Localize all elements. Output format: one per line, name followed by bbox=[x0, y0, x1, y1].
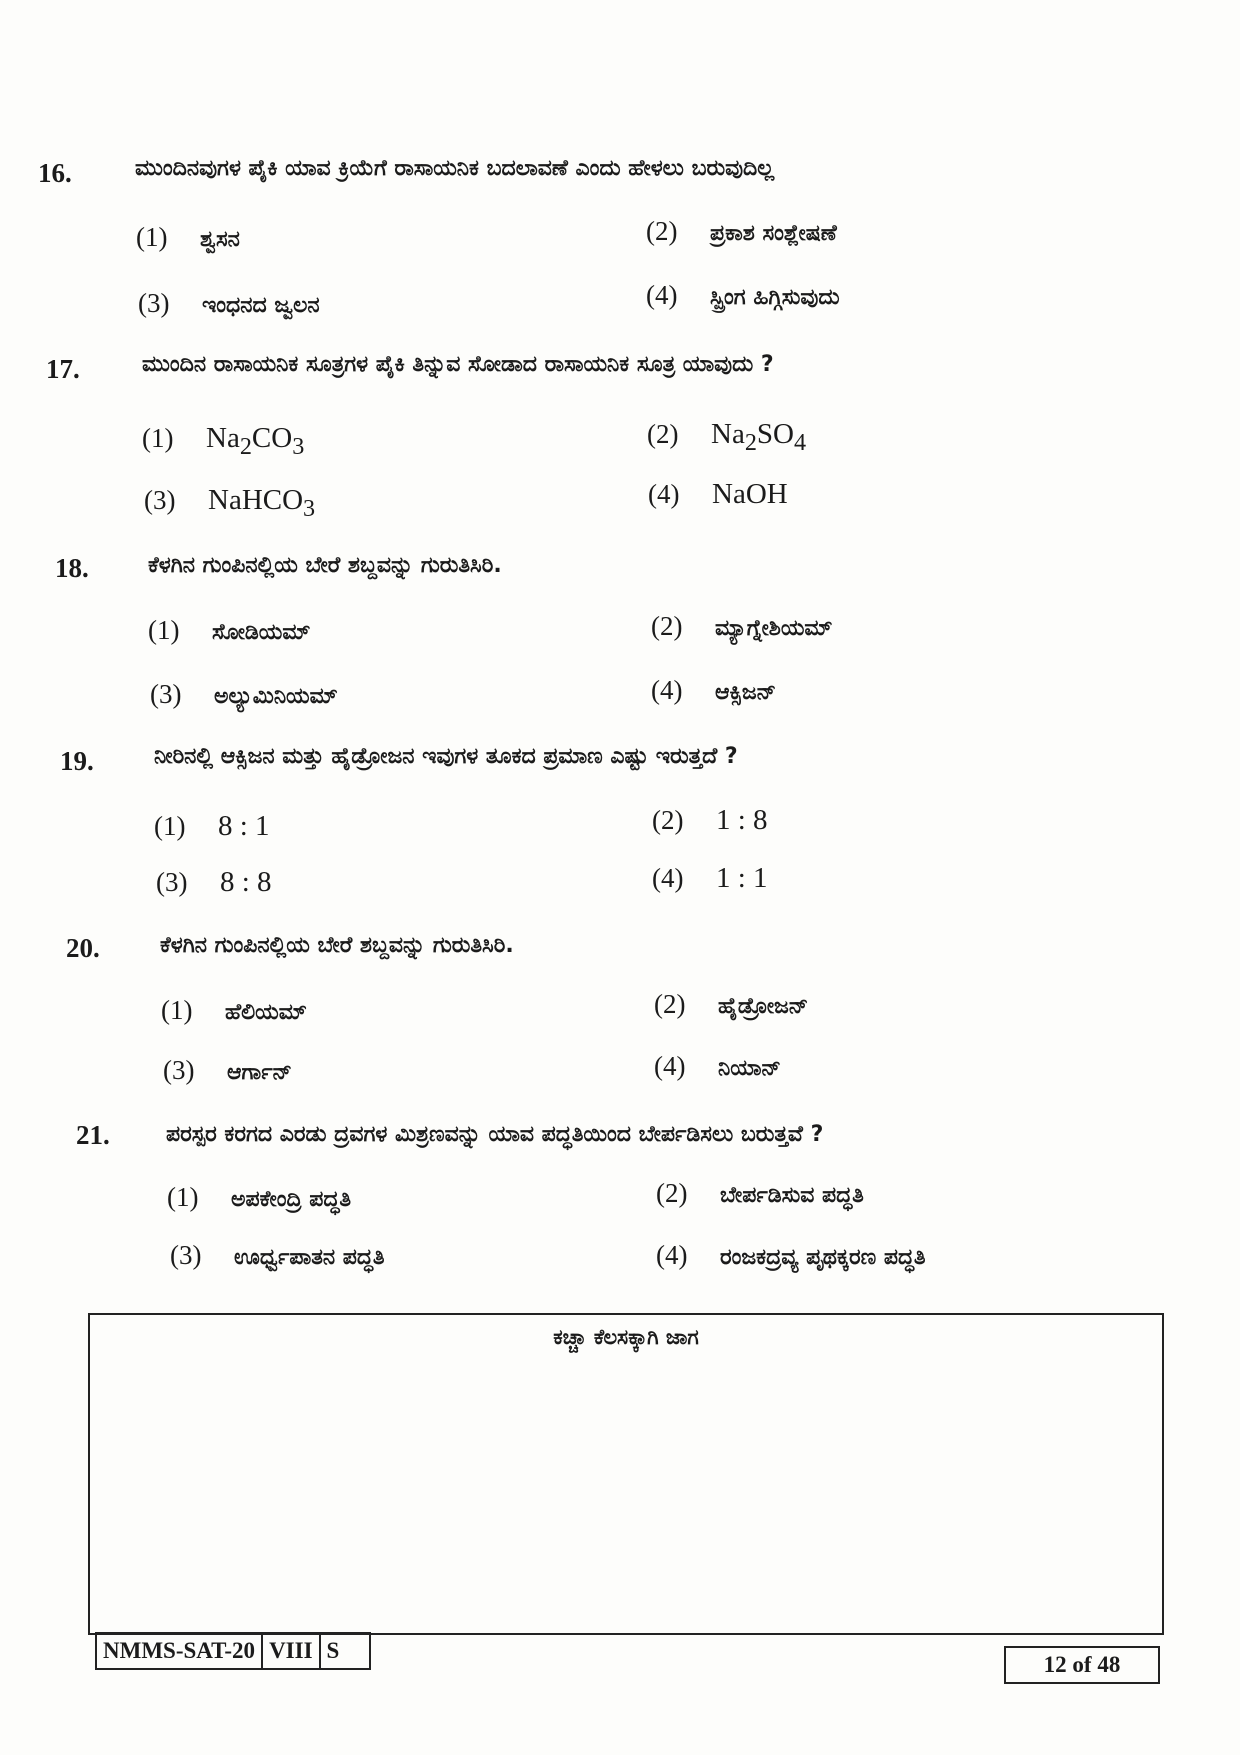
option-4 bbox=[656, 1240, 926, 1271]
option-text: ಇಂಧನದ ಜ್ವಲನ bbox=[202, 293, 320, 318]
paper-code-box bbox=[95, 1632, 371, 1670]
option-label: (2) bbox=[646, 216, 678, 246]
option-1 bbox=[148, 615, 310, 646]
option-label: (4) bbox=[646, 280, 678, 310]
subscript: 2 bbox=[239, 432, 252, 460]
option-1 bbox=[161, 995, 307, 1026]
question-text: ಕೆಳಗಿನ ಗುಂಪಿನಲ್ಲಿಯ ಬೇರೆ ಶಬ್ದವನ್ನು ಗುರುತಿಸಿರಿ. bbox=[160, 933, 514, 958]
option-text: ರಂಜಕದ್ರವ್ಯ ಪೃಥಕ್ಕರಣ ಪದ್ಧತಿ bbox=[720, 1245, 926, 1270]
ratio-text: 1 : 1 bbox=[716, 862, 768, 894]
option-text: ಪ್ರಕಾಶ ಸಂಶ್ಲೇಷಣೆ bbox=[710, 221, 837, 246]
option-label: (4) bbox=[654, 1051, 686, 1081]
question-text: ಪರಸ್ಪರ ಕರಗದ ಎರಡು ದ್ರವಗಳ ಮಿಶ್ರಣವನ್ನು ಯಾವ ಪದ್ಧತಿಯಿಂದ ಬೇರ್ಪಡಿಸಲು ಬರುತ್ತವೆ ? bbox=[166, 1122, 824, 1147]
option-label: (3) bbox=[163, 1055, 195, 1085]
option-label: (4) bbox=[652, 863, 684, 893]
question-number: 17. bbox=[46, 354, 80, 384]
option-2 bbox=[654, 989, 808, 1020]
option-label: (1) bbox=[154, 811, 186, 841]
option-label: (4) bbox=[651, 675, 683, 705]
option-label: (3) bbox=[144, 485, 176, 515]
formula-part: Na bbox=[711, 418, 745, 450]
option-2 bbox=[647, 418, 806, 457]
formula-part: NaHCO bbox=[208, 484, 304, 516]
option-text: ಶ್ವಸನ bbox=[200, 227, 240, 252]
option-text: ಮ್ಯಾಗ್ನೇಶಿಯಮ್ bbox=[715, 616, 833, 641]
option-text: ಆಕ್ಸಿಜನ್ bbox=[715, 680, 777, 705]
set-code: S bbox=[326, 1638, 340, 1663]
option-text: ಹೈಡ್ರೋಜನ್ bbox=[718, 994, 809, 1019]
option-label: (3) bbox=[170, 1240, 202, 1270]
option-4 bbox=[651, 675, 776, 706]
option-label: (4) bbox=[648, 479, 680, 509]
subscript: 2 bbox=[744, 428, 757, 456]
question-text: ಮುಂದಿನವುಗಳ ಪೈಕಿ ಯಾವ ಕ್ರಿಯೆಗೆ ರಾಸಾಯನಿಕ ಬದಲಾವಣೆ ಎಂದು ಹೇಳಲು ಬರುವುದಿಲ್ಲ bbox=[135, 156, 775, 181]
option-text: ಅಪಕೇಂದ್ರಿ ಪದ್ಧತಿ bbox=[231, 1187, 352, 1212]
question-number: 16. bbox=[38, 158, 72, 188]
option-label: (1) bbox=[161, 995, 193, 1025]
option-3 bbox=[170, 1240, 385, 1271]
question-number: 18. bbox=[55, 553, 89, 583]
option-label: (1) bbox=[136, 222, 168, 252]
option-4 bbox=[654, 1051, 781, 1082]
subscript: 3 bbox=[303, 494, 316, 522]
ratio-text: 8 : 8 bbox=[220, 866, 272, 898]
option-2 bbox=[646, 216, 837, 247]
formula-part: Na bbox=[206, 422, 240, 454]
rough-work-box bbox=[88, 1313, 1164, 1635]
question-text: ನೀರಿನಲ್ಲಿ ಆಕ್ಸಿಜನ ಮತ್ತು ಹೈಡ್ರೋಜನ ಇವುಗಳ ತೂಕದ ಪ್ರಮಾಣ ಎಷ್ಟು ಇರುತ್ತದೆ ? bbox=[154, 744, 738, 769]
option-label: (3) bbox=[156, 867, 188, 897]
option-text: ಬೇರ್ಪಡಿಸುವ ಪದ್ಧತಿ bbox=[720, 1183, 864, 1208]
option-text: ಊರ್ಧ್ವಪಾತನ ಪದ್ಧತಿ bbox=[234, 1245, 385, 1270]
option-label: (1) bbox=[148, 615, 180, 645]
question-text: ಕೆಳಗಿನ ಗುಂಪಿನಲ್ಲಿಯ ಬೇರೆ ಶಬ್ದವನ್ನು ಗುರುತಿಸಿರಿ. bbox=[148, 553, 502, 578]
option-text: ಅಲ್ಯುಮಿನಿಯಮ್ bbox=[214, 684, 338, 709]
option-4 bbox=[652, 862, 768, 895]
option-label: (1) bbox=[167, 1182, 199, 1212]
option-1 bbox=[167, 1182, 351, 1213]
formula-na2co3 bbox=[206, 422, 305, 460]
option-text: ಆರ್ಗಾನ್ bbox=[227, 1060, 292, 1085]
option-3 bbox=[150, 679, 338, 710]
option-3 bbox=[163, 1055, 292, 1086]
page-number: 12 of 48 bbox=[1004, 1646, 1160, 1684]
option-4 bbox=[646, 280, 840, 311]
option-2 bbox=[651, 611, 832, 642]
option-text: ನಿಯಾನ್ bbox=[718, 1056, 781, 1081]
option-label: (2) bbox=[654, 989, 686, 1019]
formula-na2so4 bbox=[711, 418, 807, 456]
question-number: 20. bbox=[66, 933, 100, 963]
option-label: (2) bbox=[651, 611, 683, 641]
class-code: VIII bbox=[263, 1634, 320, 1668]
option-label: (3) bbox=[150, 679, 182, 709]
formula-part: CO bbox=[251, 422, 293, 454]
option-3 bbox=[156, 866, 272, 899]
option-2 bbox=[652, 804, 768, 837]
subscript: 4 bbox=[793, 428, 807, 456]
option-2 bbox=[656, 1178, 864, 1209]
option-3 bbox=[144, 484, 315, 523]
question-number: 19. bbox=[60, 746, 94, 776]
rough-work-title: ಕಚ್ಚಾ ಕೆಲಸಕ್ಕಾಗಿ ಜಾಗ bbox=[553, 1325, 699, 1349]
option-label: (4) bbox=[656, 1240, 688, 1270]
option-text: ಹೆಲಿಯಮ್ bbox=[225, 1000, 307, 1025]
option-text: ಸ್ಪ್ರಿಂಗ ಹಿಗ್ಗಿಸುವುದು bbox=[710, 285, 840, 310]
paper-code: NMMS-SAT-20 bbox=[97, 1634, 263, 1668]
ratio-text: 1 : 8 bbox=[716, 804, 768, 836]
option-3 bbox=[138, 288, 320, 319]
ratio-text: 8 : 1 bbox=[218, 810, 270, 842]
option-text: ಸೋಡಿಯಮ್ bbox=[212, 620, 311, 645]
option-1 bbox=[136, 222, 240, 253]
option-1 bbox=[154, 810, 270, 843]
formula-part: SO bbox=[756, 418, 794, 450]
formula-naoh: NaOH bbox=[712, 478, 788, 510]
option-label: (1) bbox=[142, 423, 174, 453]
subscript: 3 bbox=[292, 432, 305, 460]
question-text: ಮುಂದಿನ ರಾಸಾಯನಿಕ ಸೂತ್ರಗಳ ಪೈಕಿ ತಿನ್ನುವ ಸೋಡಾದ ರಾಸಾಯನಿಕ ಸೂತ್ರ ಯಾವುದು ? bbox=[142, 352, 774, 377]
option-label: (2) bbox=[656, 1178, 688, 1208]
option-label: (3) bbox=[138, 288, 170, 318]
option-1 bbox=[142, 422, 304, 461]
question-number: 21. bbox=[76, 1120, 110, 1150]
option-label: (2) bbox=[652, 805, 684, 835]
option-4 bbox=[648, 478, 788, 511]
option-label: (2) bbox=[647, 419, 679, 449]
formula-nahco3 bbox=[208, 484, 316, 522]
